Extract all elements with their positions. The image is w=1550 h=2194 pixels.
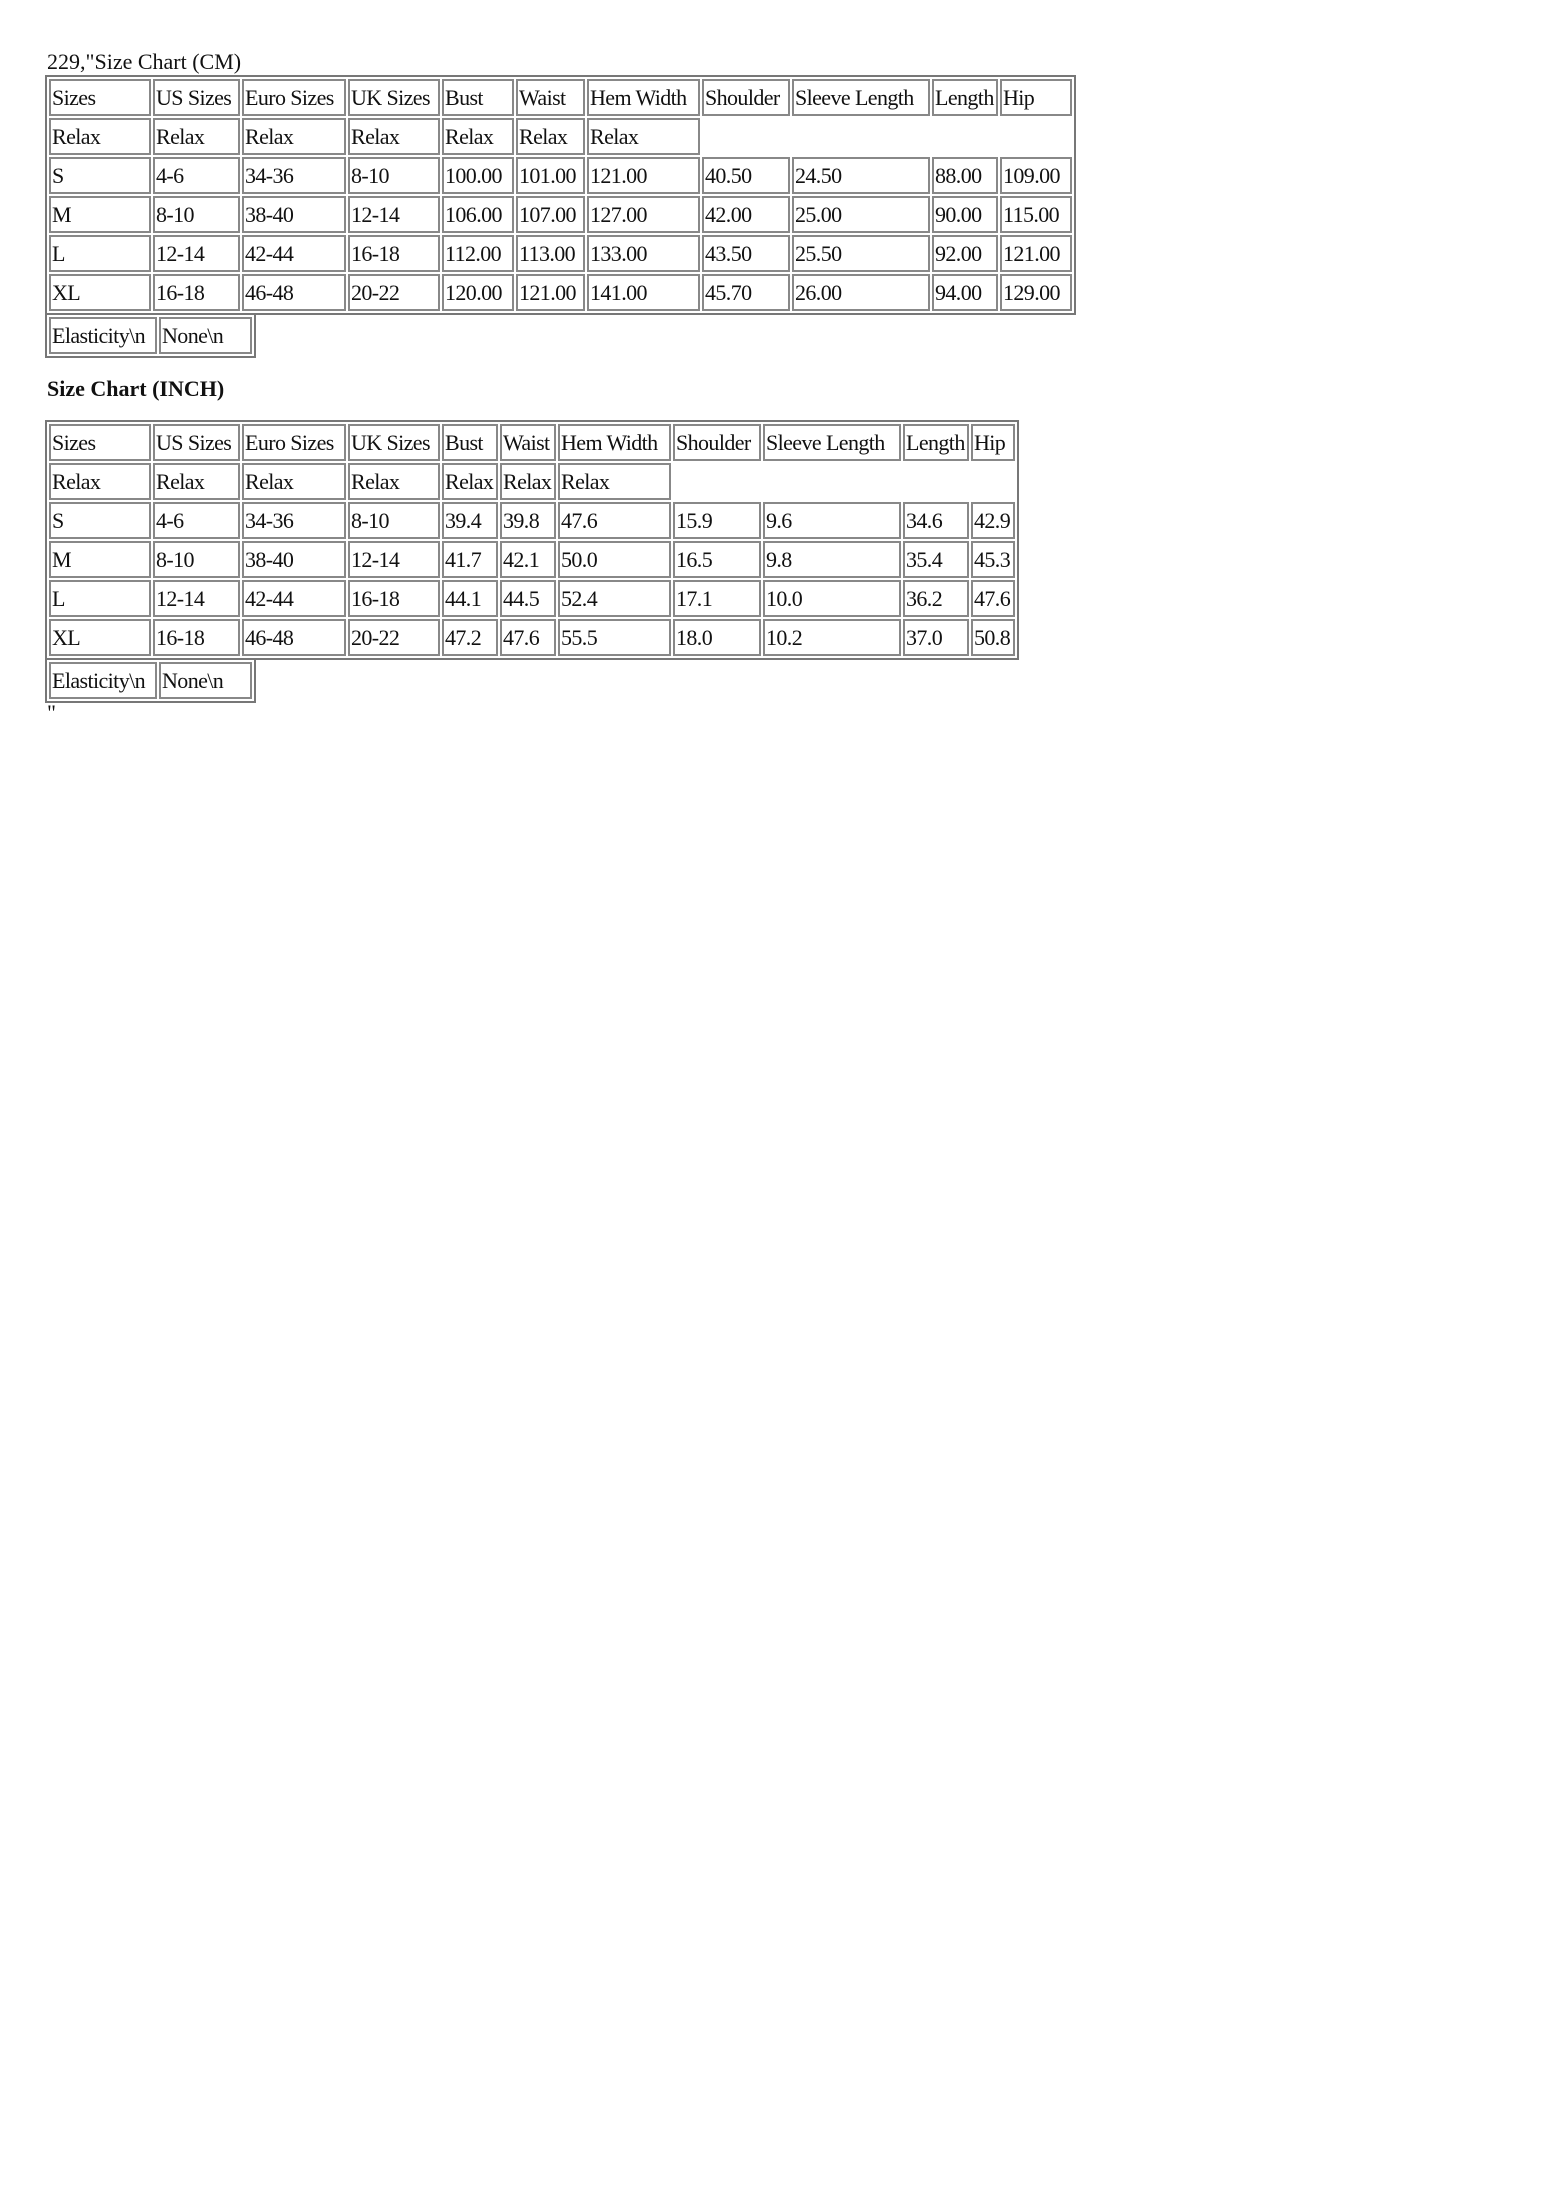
header-cell: Sleeve Length <box>763 424 901 461</box>
relax-cell: Relax <box>587 118 700 155</box>
header-cell: US Sizes <box>153 79 240 116</box>
relax-cell: Relax <box>348 118 440 155</box>
table-cell: 8-10 <box>348 502 440 539</box>
table-cell: 9.8 <box>763 541 901 578</box>
table-cell: L <box>49 580 151 617</box>
relax-cell: Relax <box>500 463 556 500</box>
table-cell: 47.6 <box>558 502 671 539</box>
elasticity-value: None\n <box>159 662 252 699</box>
table-cell: 52.4 <box>558 580 671 617</box>
table-cell: 42.00 <box>702 196 790 233</box>
elasticity-row <box>49 317 252 354</box>
table-cell: 34.6 <box>903 502 969 539</box>
table-cell: 101.00 <box>516 157 585 194</box>
relax-row <box>49 463 1015 500</box>
header-cell: Sleeve Length <box>792 79 930 116</box>
header-cell: Sizes <box>49 424 151 461</box>
relax-cell: Relax <box>153 118 240 155</box>
table-cell: 120.00 <box>442 274 514 311</box>
table-cell: 26.00 <box>792 274 930 311</box>
header-cell: Length <box>903 424 969 461</box>
relax-cell: Relax <box>49 463 151 500</box>
relax-cell: Relax <box>153 463 240 500</box>
table-cell: 12-14 <box>348 196 440 233</box>
relax-cell: Relax <box>558 463 671 500</box>
relax-cell: Relax <box>516 118 585 155</box>
table-cell: 115.00 <box>1000 196 1072 233</box>
table-cell: 43.50 <box>702 235 790 272</box>
table-row <box>49 619 1015 656</box>
header-cell: Hip <box>971 424 1015 461</box>
table-cell: 50.0 <box>558 541 671 578</box>
table-cell: 16.5 <box>673 541 761 578</box>
table-cell: 94.00 <box>932 274 998 311</box>
table-cell: S <box>49 157 151 194</box>
table-cell: 106.00 <box>442 196 514 233</box>
table-cell: 40.50 <box>702 157 790 194</box>
table-cell: 9.6 <box>763 502 901 539</box>
table-cell: 41.7 <box>442 541 498 578</box>
table-cell: 45.3 <box>971 541 1015 578</box>
table-cell: 16-18 <box>348 580 440 617</box>
table-cell: 88.00 <box>932 157 998 194</box>
elasticity-label: Elasticity\n <box>49 317 157 354</box>
table-cell: 25.50 <box>792 235 930 272</box>
table-cell: 46-48 <box>242 619 346 656</box>
inch-size-table <box>45 420 1019 660</box>
table-cell: 121.00 <box>587 157 700 194</box>
table-cell: 133.00 <box>587 235 700 272</box>
table-cell: 36.2 <box>903 580 969 617</box>
header-cell: Bust <box>442 79 514 116</box>
table-cell: 109.00 <box>1000 157 1072 194</box>
header-cell: UK Sizes <box>348 79 440 116</box>
table-header-row <box>49 79 1072 116</box>
table-cell: 35.4 <box>903 541 969 578</box>
table-cell: 8-10 <box>153 541 240 578</box>
table-cell: 12-14 <box>348 541 440 578</box>
table-cell: S <box>49 502 151 539</box>
trailing-quote: " <box>47 700 56 725</box>
table-cell: 37.0 <box>903 619 969 656</box>
table-cell: 20-22 <box>348 619 440 656</box>
table-cell: M <box>49 196 151 233</box>
table-cell: 141.00 <box>587 274 700 311</box>
table-cell: XL <box>49 619 151 656</box>
table-cell: 113.00 <box>516 235 585 272</box>
relax-cell: Relax <box>242 118 346 155</box>
elasticity-row <box>49 662 252 699</box>
table-cell: 12-14 <box>153 580 240 617</box>
table-row <box>49 235 1072 272</box>
table-cell: 112.00 <box>442 235 514 272</box>
empty-cell <box>702 118 1072 155</box>
table-cell: 8-10 <box>348 157 440 194</box>
table-cell: 38-40 <box>242 541 346 578</box>
elasticity-value: None\n <box>159 317 252 354</box>
table-header-row <box>49 424 1015 461</box>
table-cell: 129.00 <box>1000 274 1072 311</box>
header-cell: Waist <box>500 424 556 461</box>
header-cell: Shoulder <box>673 424 761 461</box>
table-cell: 39.8 <box>500 502 556 539</box>
table-cell: 46-48 <box>242 274 346 311</box>
table-cell: 90.00 <box>932 196 998 233</box>
table-cell: 107.00 <box>516 196 585 233</box>
relax-cell: Relax <box>49 118 151 155</box>
inch-chart-title: Size Chart (INCH) <box>47 376 225 401</box>
table-cell: 127.00 <box>587 196 700 233</box>
table-cell: L <box>49 235 151 272</box>
table-cell: 92.00 <box>932 235 998 272</box>
table-cell: 42.1 <box>500 541 556 578</box>
table-cell: 47.2 <box>442 619 498 656</box>
table-cell: XL <box>49 274 151 311</box>
table-cell: 42.9 <box>971 502 1015 539</box>
table-row <box>49 541 1015 578</box>
table-row <box>49 274 1072 311</box>
table-row <box>49 157 1072 194</box>
header-cell: Hem Width <box>558 424 671 461</box>
relax-cell: Relax <box>442 118 514 155</box>
table-cell: 12-14 <box>153 235 240 272</box>
table-cell: 24.50 <box>792 157 930 194</box>
table-row <box>49 502 1015 539</box>
header-cell: US Sizes <box>153 424 240 461</box>
header-cell: Euro Sizes <box>242 79 346 116</box>
table-cell: 55.5 <box>558 619 671 656</box>
header-cell: Shoulder <box>702 79 790 116</box>
table-cell: 10.2 <box>763 619 901 656</box>
table-cell: 44.1 <box>442 580 498 617</box>
header-cell: Sizes <box>49 79 151 116</box>
table-cell: 8-10 <box>153 196 240 233</box>
document-page <box>47 49 1076 723</box>
table-cell: M <box>49 541 151 578</box>
header-cell: Length <box>932 79 998 116</box>
header-cell: Hem Width <box>587 79 700 116</box>
table-cell: 34-36 <box>242 502 346 539</box>
relax-cell: Relax <box>242 463 346 500</box>
table-cell: 50.8 <box>971 619 1015 656</box>
elasticity-label: Elasticity\n <box>49 662 157 699</box>
relax-row <box>49 118 1072 155</box>
table-cell: 42-44 <box>242 580 346 617</box>
table-cell: 42-44 <box>242 235 346 272</box>
table-cell: 18.0 <box>673 619 761 656</box>
empty-cell <box>673 463 1015 500</box>
table-cell: 10.0 <box>763 580 901 617</box>
table-cell: 4-6 <box>153 502 240 539</box>
table-cell: 47.6 <box>500 619 556 656</box>
table-cell: 47.6 <box>971 580 1015 617</box>
table-cell: 16-18 <box>153 619 240 656</box>
table-cell: 45.70 <box>702 274 790 311</box>
table-cell: 38-40 <box>242 196 346 233</box>
table-cell: 4-6 <box>153 157 240 194</box>
header-cell: Waist <box>516 79 585 116</box>
header-cell: Euro Sizes <box>242 424 346 461</box>
table-cell: 34-36 <box>242 157 346 194</box>
table-cell: 16-18 <box>348 235 440 272</box>
header-cell: Bust <box>442 424 498 461</box>
table-row <box>49 580 1015 617</box>
cm-chart-title: 229,"Size Chart (CM) <box>47 49 242 74</box>
table-cell: 44.5 <box>500 580 556 617</box>
relax-cell: Relax <box>442 463 498 500</box>
table-cell: 100.00 <box>442 157 514 194</box>
table-cell: 25.00 <box>792 196 930 233</box>
header-cell: UK Sizes <box>348 424 440 461</box>
table-cell: 121.00 <box>1000 235 1072 272</box>
table-cell: 39.4 <box>442 502 498 539</box>
table-cell: 20-22 <box>348 274 440 311</box>
relax-cell: Relax <box>348 463 440 500</box>
inch-elasticity-table <box>45 658 256 703</box>
table-cell: 17.1 <box>673 580 761 617</box>
header-cell: Hip <box>1000 79 1072 116</box>
table-row <box>49 196 1072 233</box>
cm-elasticity-table <box>45 313 256 358</box>
table-cell: 121.00 <box>516 274 585 311</box>
table-cell: 15.9 <box>673 502 761 539</box>
table-cell: 16-18 <box>153 274 240 311</box>
cm-size-table <box>45 75 1076 315</box>
